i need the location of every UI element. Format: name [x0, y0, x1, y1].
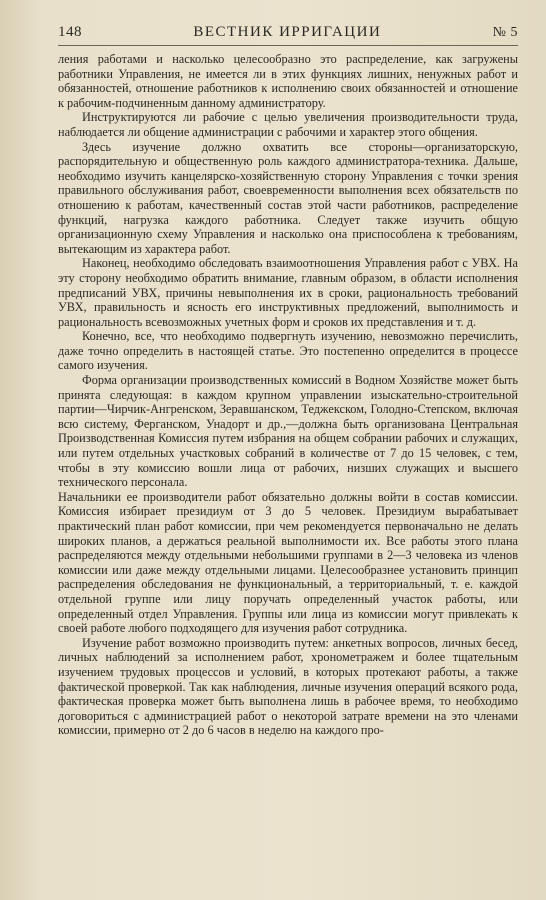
paragraph: Инструктируются ли рабочие с целью увеличения производительности труда, наблюдается ли общение администрации с рабочими и характер этого общения.: [58, 110, 518, 139]
paragraph: Начальники ее производители работ обязательно должны войти в состав комиссии. Комиссия избирает президиум от 3 до 5 человек. Президиум вырабатывает практический план работ комиссии, при чем рекомендуется первоначально не делать широких планов, а держаться реальной выполнимости их. Все работы этого плана распределяются между отдельными небольшими группами в 2—3 человека из членов комиссии или даже между отдельными лицами. Целесообразнее установить принцип распределения обследования не функциональный, а территориальный, т. е. каждой отдельной группе или лицу поручать определенный участок работы, или определенный отдел Управления. Группы или лица из комиссии могут привлекать к своей работе любого подходящего для изучения работ сотрудника.: [58, 489, 518, 636]
article-body: [58, 52, 518, 738]
journal-title: ВЕСТНИК ИРРИГАЦИИ: [193, 24, 382, 40]
issue-number: № 5: [492, 25, 518, 40]
paragraph: Форма организации производственных комиссий в Водном Хозяйстве может быть принята следующая: в каждом крупном управлении изыскательно-строительной партии—Чирчик-Ангренском, Зеравшанском, Теджекском, Голодно-Степском, включая всю систему, Ферганском, Унадорт и др.,—должна быть организована Центральная Производственная Комиссия путем избрания на общем собрании рабочих и служащих, или путем отдельных участковых собраний в количестве от 7 до 15 человек, с тем, чтобы в эту комиссию вошли лица от рабочих, низших служащих и высшего технического персонала.: [58, 373, 518, 490]
page-header: [58, 24, 518, 46]
paragraph: Изучение работ возможно производить путем: анкетных вопросов, личных бесед, личных наблюдений за исполнением работ, хронометражем и более тщательным изучением трудовых процессов и условий, в которых протекают работы, а также фактической проверкой. Так как наблюдения, личные изучения операций всякого рода, фактическая проверка может быть выполнена лишь в рабочее время, то необходимо договориться с администрацией работ о некоторой затрате времени на это членами комиссии, примерно от 2 до 6 часов в неделю на каждого про-: [58, 635, 518, 738]
page-number: 148: [58, 24, 82, 40]
paragraph: Здесь изучение должно охватить все стороны—организаторскую, распорядительную и общественную роль каждого администратора-техника. Дальше, необходимо изучить канцелярско-хозяйственную сторону Управления с точки зрения правильного обслуживания работ, своевременности выполнения всех обязательств по отношению к работам, качественный состав этой части работников, распределение функций, нагрузка каждого работника. Следует также изучить общую организационную схему Управления и насколько она приспособлена к требованиям, вытекающим из характера работ.: [58, 139, 518, 256]
paragraph: ления работами и насколько целесообразно это распределение, как загружены работники Управления, не имеется ли в этих функциях лишних, ненужных работ и обязанностей, отношение работников к исполнению своих обязанностей и отношение к рабочим-подчиненным данному администратору.: [58, 52, 518, 110]
paragraph: Наконец, необходимо обследовать взаимоотношения Управления работ с УВХ. На эту сторону необходимо обратить внимание, главным образом, в области исполнения предписаний УВХ, причины невыполнения их в сроки, рациональность требований УВХ, правильность и ясность его инструктивных предложений, выполнимость и рациональность всевозможных учетных форм и сроков их представления и т. д.: [58, 256, 518, 329]
paragraph: Конечно, все, что необходимо подвергнуть изучению, невозможно перечислить, даже точно определить в настоящей статье. Это постепенно определится в процессе самого изучения.: [58, 329, 518, 373]
